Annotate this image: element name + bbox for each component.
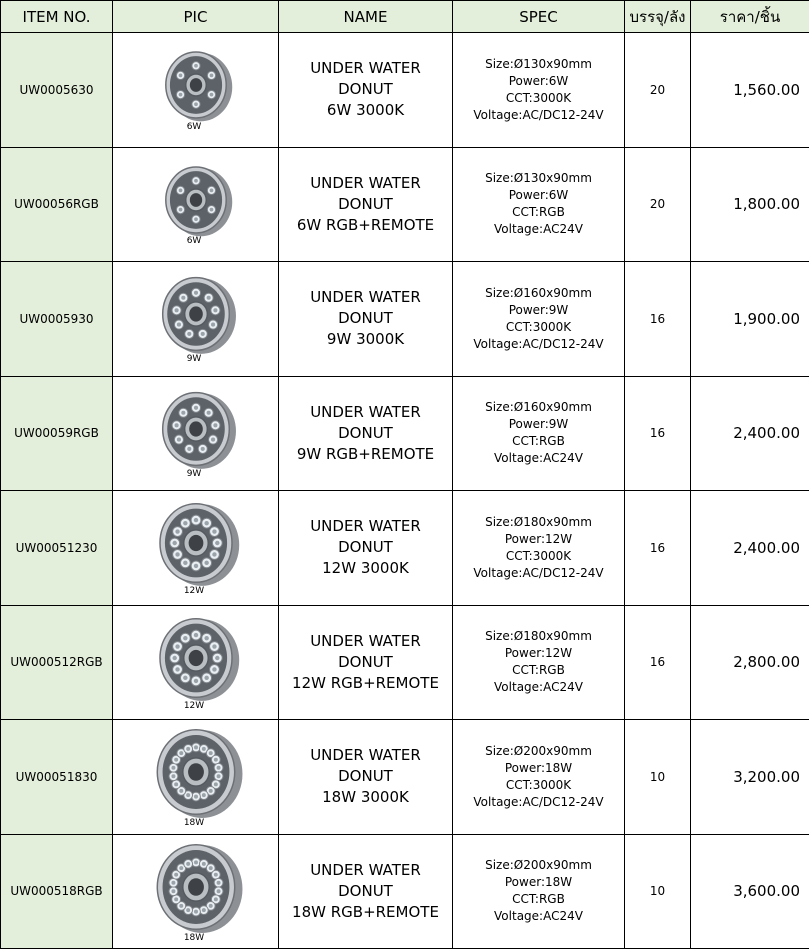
price-cell: 2,800.00 xyxy=(691,605,809,720)
spec-cell xyxy=(453,33,625,148)
spec-line: CCT:3000K xyxy=(453,777,624,794)
product-name-line: 12W 3000K xyxy=(279,558,452,579)
product-name-cell xyxy=(279,33,453,148)
spec-cell xyxy=(453,262,625,377)
product-name-line: 18W 3000K xyxy=(279,787,452,808)
product-name-line: DONUT xyxy=(279,766,452,787)
item-no-cell: UW000518RGB xyxy=(1,834,113,949)
picture-watt-label: 9W xyxy=(154,469,234,479)
product-picture xyxy=(113,377,279,490)
product-name-cell xyxy=(279,376,453,491)
product-name-line: UNDER WATER xyxy=(279,631,452,652)
picture-watt-label: 6W xyxy=(154,122,234,132)
spec-line: Voltage:AC24V xyxy=(453,908,624,925)
price-cell: 1,560.00 xyxy=(691,33,809,148)
spec-line: Voltage:AC/DC12-24V xyxy=(453,336,624,353)
spec-line: Size:Ø160x90mm xyxy=(453,399,624,416)
spec-line: CCT:RGB xyxy=(453,662,624,679)
spec-line: Voltage:AC/DC12-24V xyxy=(453,794,624,811)
header-pic: PIC xyxy=(113,1,279,33)
product-picture xyxy=(113,33,279,146)
product-name-line: 9W 3000K xyxy=(279,329,452,350)
product-picture xyxy=(113,720,279,833)
spec-line: CCT:3000K xyxy=(453,90,624,107)
product-picture xyxy=(113,262,279,375)
product-name-cell xyxy=(279,147,453,262)
spec-line: Voltage:AC24V xyxy=(453,450,624,467)
spec-line: CCT:3000K xyxy=(453,319,624,336)
product-name-line: DONUT xyxy=(279,308,452,329)
product-picture-cell xyxy=(113,33,279,148)
spec-line: CCT:RGB xyxy=(453,204,624,221)
product-picture xyxy=(113,148,279,261)
spec-cell xyxy=(453,605,625,720)
price-cell: 1,800.00 xyxy=(691,147,809,262)
product-name-line: UNDER WATER xyxy=(279,745,452,766)
spec-line: Size:Ø180x90mm xyxy=(453,628,624,645)
picture-watt-label: 6W xyxy=(154,236,234,246)
table-row xyxy=(1,491,809,606)
product-name-cell xyxy=(279,605,453,720)
spec-line: Voltage:AC/DC12-24V xyxy=(453,107,624,124)
spec-line: Power:6W xyxy=(453,187,624,204)
price-cell: 3,200.00 xyxy=(691,720,809,835)
product-name-line: UNDER WATER xyxy=(279,173,452,194)
spec-cell xyxy=(453,491,625,606)
product-name-line: 6W 3000K xyxy=(279,100,452,121)
spec-cell xyxy=(453,834,625,949)
table-row xyxy=(1,834,809,949)
header-pack: บรรจุ/ลัง xyxy=(625,1,691,33)
product-name-line: 6W RGB+REMOTE xyxy=(279,215,452,236)
pack-qty-cell: 16 xyxy=(625,262,691,377)
item-no-cell: UW00051230 xyxy=(1,491,113,606)
product-picture xyxy=(113,491,279,604)
product-name-line: 18W RGB+REMOTE xyxy=(279,902,452,923)
item-no-cell: UW00059RGB xyxy=(1,376,113,491)
spec-line: Power:9W xyxy=(453,416,624,433)
product-name-cell xyxy=(279,262,453,377)
spec-cell xyxy=(453,376,625,491)
pack-qty-cell: 10 xyxy=(625,834,691,949)
item-no-cell: UW0005930 xyxy=(1,262,113,377)
spec-line: Size:Ø130x90mm xyxy=(453,170,624,187)
spec-line: Voltage:AC24V xyxy=(453,679,624,696)
spec-line: Power:18W xyxy=(453,760,624,777)
table-row xyxy=(1,262,809,377)
spec-cell xyxy=(453,147,625,262)
price-cell: 1,900.00 xyxy=(691,262,809,377)
product-picture-cell xyxy=(113,605,279,720)
product-name-line: UNDER WATER xyxy=(279,860,452,881)
picture-watt-label: 9W xyxy=(154,354,234,364)
spec-line: Power:18W xyxy=(453,874,624,891)
pack-qty-cell: 16 xyxy=(625,491,691,606)
table-row xyxy=(1,720,809,835)
spec-line: Power:6W xyxy=(453,73,624,90)
picture-watt-label: 12W xyxy=(154,701,234,711)
spec-line: Power:9W xyxy=(453,302,624,319)
spec-line: Size:Ø180x90mm xyxy=(453,514,624,531)
spec-line: CCT:3000K xyxy=(453,548,624,565)
pack-qty-cell: 10 xyxy=(625,720,691,835)
spec-line: CCT:RGB xyxy=(453,891,624,908)
spec-line: Voltage:AC/DC12-24V xyxy=(453,565,624,582)
table-row xyxy=(1,147,809,262)
header-row xyxy=(1,1,809,33)
picture-watt-label: 18W xyxy=(154,818,234,828)
product-name-line: UNDER WATER xyxy=(279,516,452,537)
price-cell: 2,400.00 xyxy=(691,491,809,606)
spec-line: Size:Ø160x90mm xyxy=(453,285,624,302)
product-name-line: DONUT xyxy=(279,537,452,558)
header-item-no: ITEM NO. xyxy=(1,1,113,33)
product-name-cell xyxy=(279,491,453,606)
item-no-cell: UW00051830 xyxy=(1,720,113,835)
product-name-line: UNDER WATER xyxy=(279,58,452,79)
spec-line: Voltage:AC24V xyxy=(453,221,624,238)
pack-qty-cell: 16 xyxy=(625,376,691,491)
product-picture xyxy=(113,606,279,719)
product-name-line: DONUT xyxy=(279,423,452,444)
product-name-line: DONUT xyxy=(279,194,452,215)
product-name-line: DONUT xyxy=(279,881,452,902)
price-cell: 2,400.00 xyxy=(691,376,809,491)
pack-qty-cell: 20 xyxy=(625,33,691,148)
picture-watt-label: 12W xyxy=(154,586,234,596)
header-name: NAME xyxy=(279,1,453,33)
pack-qty-cell: 20 xyxy=(625,147,691,262)
product-name-line: 9W RGB+REMOTE xyxy=(279,444,452,465)
spec-line: Power:12W xyxy=(453,531,624,548)
underwater-donut-light-18w-icon xyxy=(113,835,279,948)
product-picture-cell xyxy=(113,491,279,606)
product-picture-cell xyxy=(113,720,279,835)
spec-line: Size:Ø200x90mm xyxy=(453,857,624,874)
spec-line: Size:Ø130x90mm xyxy=(453,56,624,73)
table-row xyxy=(1,376,809,491)
spec-line: CCT:RGB xyxy=(453,433,624,450)
underwater-donut-light-18w-icon xyxy=(113,720,279,833)
spec-line: Power:12W xyxy=(453,645,624,662)
picture-watt-label: 18W xyxy=(154,933,234,943)
product-picture xyxy=(113,835,279,948)
product-name-line: UNDER WATER xyxy=(279,402,452,423)
product-name-cell xyxy=(279,720,453,835)
product-name-line: DONUT xyxy=(279,652,452,673)
spec-line: Size:Ø200x90mm xyxy=(453,743,624,760)
table-row xyxy=(1,33,809,148)
item-no-cell: UW000512RGB xyxy=(1,605,113,720)
item-no-cell: UW0005630 xyxy=(1,33,113,148)
table-row xyxy=(1,605,809,720)
spec-cell xyxy=(453,720,625,835)
product-name-line: UNDER WATER xyxy=(279,287,452,308)
pack-qty-cell: 16 xyxy=(625,605,691,720)
item-no-cell: UW00056RGB xyxy=(1,147,113,262)
product-name-cell xyxy=(279,834,453,949)
product-picture-cell xyxy=(113,262,279,377)
product-picture-cell xyxy=(113,834,279,949)
product-picture-cell xyxy=(113,376,279,491)
header-spec: SPEC xyxy=(453,1,625,33)
product-picture-cell xyxy=(113,147,279,262)
product-name-line: DONUT xyxy=(279,79,452,100)
product-name-line: 12W RGB+REMOTE xyxy=(279,673,452,694)
price-cell: 3,600.00 xyxy=(691,834,809,949)
header-price: ราคา/ชิ้น xyxy=(691,1,809,33)
